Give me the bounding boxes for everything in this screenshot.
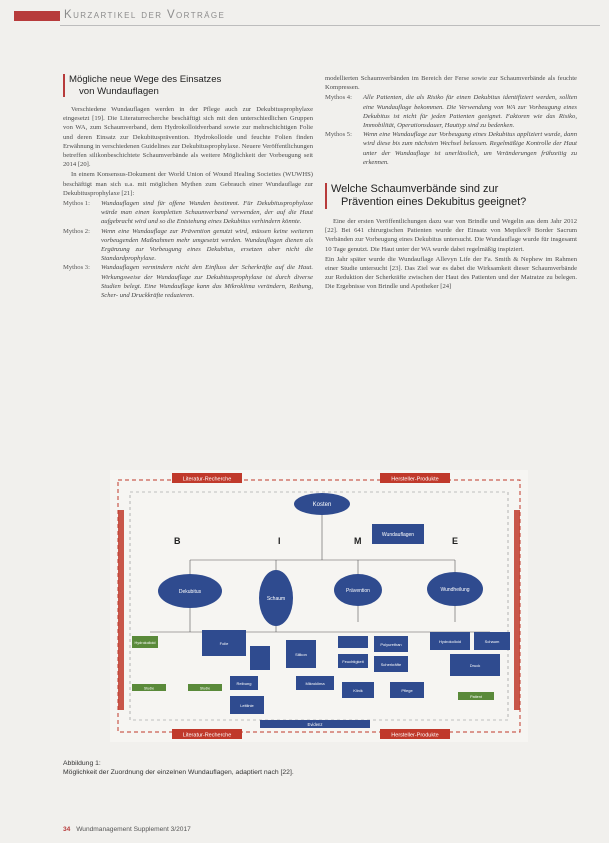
row3-label: Klinik [353, 688, 363, 693]
left-section-heading [63, 74, 313, 97]
row3-label: Studie [143, 686, 155, 691]
diagram-svg [110, 470, 528, 742]
row1-label: Hydrokolloid [134, 641, 156, 645]
header-accent-bar [14, 11, 60, 21]
left-heading-line2: von Wundauflagen [79, 85, 159, 97]
myth-item [325, 130, 577, 167]
myth-text: Alle Patienten, die als Risiko für einen Dekubitus identifiziert werden, sollten eine Wundauflage bekommen. Die Verwendung von WA zur Vorbeugung eines Dekubitus ist nicht für jeden Patienten geeignet. Faktoren wie das Risiko, Immobilität, Operationsdauer, Hauttyp sind zu bedenken. [363, 94, 577, 130]
figure-caption-title: Abbildung 1: [63, 760, 101, 767]
letter-b: B [174, 536, 181, 546]
row2-label: Druck [469, 663, 481, 668]
myth-item [63, 263, 313, 300]
left-paragraph: Verschiedene Wundauflagen werden in der Pflege auch zur Dekubitusprophylaxe eingesetzt [19]. Die Literaturrecherche beschäftigt sich mit den unterschiedlichen Gruppen von WA, zum Schaumverband, dem Hydrokolloidverband sowie zur mehrschichtigen Folie und deren Einsatz zur Dekubitusprävention. Hydrokolloide und feuchte Folien finden Erwähnung in verschiedenen Guidelines zur Dekubitusprophylaxe. Neuere Veröffentlichungen betreffen silikonbeschichtete Schaumverbände als weitere Möglichkeit der Vorbeugung seit 2014 [20]. [63, 106, 313, 169]
right-side-bar [514, 510, 520, 710]
top-right-box-label: Wundauflagen [381, 532, 415, 538]
row1-label: Polyurethan [380, 642, 402, 647]
node-right-label: Wundheilung [440, 587, 470, 593]
row3-label: Leitlinie [240, 703, 254, 708]
right-column [325, 74, 577, 293]
node-left-label: Dekubitus [178, 589, 202, 595]
page-footer [63, 826, 191, 833]
myth-label: Mythos 4: [325, 94, 352, 102]
row2-label: Feuchtigkeit [342, 659, 364, 664]
myth-label: Mythos 2: [63, 227, 90, 235]
letter-m: M [354, 536, 362, 546]
myth-label: Mythos 1: [63, 200, 90, 208]
right-paragraph: Ein Jahr später wurde die Wundauflage Allevyn Life der Fa. Smith & Nephew im Rahmen einer Studie untersucht [23]. Das Ziel war es dabei die Wirksamkeit dieser Schaumverbände zur Reduktion der Scherkräfte zwischen der Haut des Patienten und der Matratze zu belegen. Die Ergebnisse von Brindle und Apotheker [24] [325, 255, 577, 291]
row2-label: Mikroklima [305, 681, 325, 686]
right-heading-line1: Welche Schaumverbände sind zur [331, 183, 499, 196]
myth-label: Mythos 5: [325, 131, 352, 139]
node-mid-right-label: Prävention [346, 588, 370, 594]
left-paragraph: In einem Konsensus-Dokument der World Union of Wound Healing Societies (WUWHS) beschäftigt man sich u.a. mit möglichen Mythen zum Gebrauch einer Wundauflage zur Dekubitusprophylaxe [21]: [63, 171, 313, 197]
myth-text: Wenn eine Wundauflage zur Prävention genutzt wird, müssen keine weiteren vorbeugenden Maßnahmen mehr umgesetzt werden. Wundauflagen dienen als Ergänzung zur Vorbeugung eines Dekubitus, ersetzen aber nicht die Standardprophylaxe. [101, 227, 313, 263]
row1-label: Hydrokolloid [438, 639, 462, 644]
journal-name: Wundmanagement Supplement 3/2017 [76, 826, 191, 833]
bottom-left-label: Literatur-Recherche [182, 732, 232, 739]
myth-label: Mythos 3: [63, 264, 90, 272]
row2-label: Reibung [236, 681, 252, 686]
letter-i: I [278, 536, 281, 546]
myth-text: Wundauflagen vermindern nicht den Einfluss der Scherkräfte auf die Haut. Wirkungsweise der Wundauflage zur Dekubitusprophylaxe ist durch diverse Studien belegt. Eine Wundauflage kann das Mikroklima verändern, Reibung, Scher- und Druckkräfte reduzieren. [101, 264, 313, 300]
figure-caption [63, 760, 443, 777]
right-intro: modellierten Schaumverbänden im Bereich der Ferse sowie zur Schaumverbände als feuchte Kompressen. [325, 75, 577, 92]
myth-item [325, 93, 577, 130]
top-left-label: Literatur-Recherche [182, 476, 232, 483]
row1-label: Schaum [484, 639, 500, 644]
connectors [150, 515, 490, 632]
row2-label: Scherkräfte [380, 662, 402, 667]
myth-text: Wenn eine Wundauflage zur Vorbeugung eines Dekubitus appliziert wurde, dann wird diese bis zum nächsten Wechsel belassen. Regelmäßige Kontrolle der Haut unter der Wundauflage ist unerlässlich, um Veränderungen frühzeitig zu erkennen. [363, 131, 577, 166]
page-number: 34 [63, 826, 71, 833]
center-label: Kosten [312, 502, 332, 508]
left-column [63, 74, 313, 300]
bottom-right-label: Hersteller-Produkte [391, 732, 439, 739]
diagram-figure [110, 470, 528, 742]
right-paragraph: Eine der ersten Veröffentlichungen dazu war von Brindle und Wegelin aus dem Jahr 2012 [22]. Bei 641 chirurgischen Patienten wurde der Einsatz von Mepilex® Border Sacrum Verbänden zur Vorbeugung eines Dekubitus untersucht. Die Wundauflage wurde für insgesamt 10 Tage genutzt. Die Haut unter der WA wurde dabei regelmäßig inspiziert. [325, 218, 577, 253]
header-rule [60, 25, 600, 26]
row1-label: Silikon [295, 652, 307, 657]
top-right-label: Hersteller-Produkte [391, 476, 439, 483]
bottom-box-label: Evidenz [307, 722, 323, 727]
row3-label: Studie [199, 686, 211, 691]
myth-text: Wundauflagen sind für offene Wunden bestimmt. Für Dekubitusprophylaxe würde man einen kompletten Schaumverband verwenden, der auf die Haut aufgebracht wird und so die Entstehung eines Dekubitus verhindern könnte. [101, 200, 313, 226]
myth-item [63, 199, 313, 227]
row1-label: Folie [219, 641, 229, 646]
letter-e: E [452, 536, 459, 546]
right-heading-line2: Prävention eines Dekubitus geeignet? [341, 196, 527, 209]
section-title: Kurzartikel der Vorträge [64, 9, 226, 21]
row3-label: Patient [470, 695, 482, 699]
left-heading-line1: Mögliche neue Wege des Einsatzes [69, 74, 222, 85]
node-center-label: Schaum [266, 596, 286, 602]
figure-caption-text: Möglichkeit der Zuordnung der einzelnen Wundauflagen, adaptiert nach [22]. [63, 768, 294, 776]
myth-item [63, 227, 313, 264]
row3-label: Pflege [401, 688, 413, 693]
left-side-bar [118, 510, 124, 710]
right-section-heading [325, 183, 577, 209]
